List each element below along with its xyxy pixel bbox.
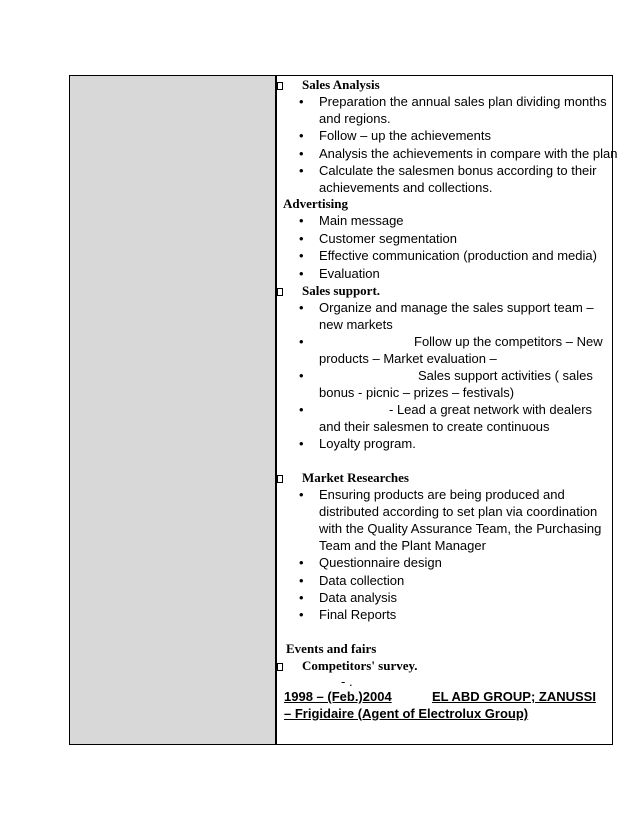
list-item: Data analysis [319,590,398,605]
list-item-cont: and regions. [319,111,391,126]
list-item: Ensuring products are being produced and [319,487,565,502]
list-item: Analysis the achievements in compare with the plan [319,146,618,161]
section-title-sales-support: Sales support. [302,283,381,298]
list-item: Preparation the annual sales plan dividing months [319,94,607,109]
list-item: Follow up the competitors – New [414,334,603,349]
list-item: Evaluation [319,266,380,281]
list-item: Sales support activities ( sales [418,368,593,383]
bullet-icon: • [299,94,304,109]
checkbox-bullet-icon [277,475,283,483]
bullet-icon: • [299,213,304,228]
left-column [70,76,277,744]
stray-text: - . [341,674,353,689]
right-column [277,76,618,744]
bullet-icon: • [299,128,304,143]
list-item-cont: distributed according to set plan via coordination [319,504,598,519]
list-item: Loyalty program. [319,436,416,451]
list-item-cont: achievements and collections. [319,180,493,195]
section-title-sales-analysis: Sales Analysis [302,77,380,92]
list-item-cont: bonus - picnic – prizes – festivals) [319,385,515,400]
list-item-cont: and their salesmen to create continuous [319,419,550,434]
bullet-icon: • [299,436,304,451]
list-item: Follow – up the achievements [319,128,491,143]
job-company-line2: – Frigidaire (Agent of Electrolux Group) [284,706,529,721]
section-title-competitors: Competitors' survey. [302,658,418,673]
list-item: Organize and manage the sales support team – [319,300,594,315]
section-title-events: Events and fairs [286,641,377,656]
bullet-icon: • [299,266,304,281]
bullet-icon: • [299,487,304,502]
checkbox-bullet-icon [277,82,283,90]
bullet-icon: • [299,146,304,161]
bullet-icon: • [299,163,304,178]
list-item-cont: Team and the Plant Manager [319,538,486,553]
bullet-icon: • [299,402,304,417]
checkbox-bullet-icon [277,663,283,671]
bullet-icon: • [299,231,304,246]
list-item: Main message [319,213,404,228]
list-item-cont: with the Quality Assurance Team, the Purchasing [319,521,602,536]
list-item-cont: new markets [319,317,393,332]
list-item: Customer segmentation [319,231,458,246]
bullet-icon: • [299,248,304,263]
bullet-icon: • [299,607,304,622]
list-item: Data collection [319,573,405,588]
list-item: Final Reports [319,607,397,622]
list-item: Effective communication (production and media) [319,248,597,263]
bullet-icon: • [299,555,304,570]
list-item: Calculate the salesmen bonus according to their [319,163,597,178]
bullet-icon: • [299,334,304,349]
list-item: Questionnaire design [319,555,442,570]
list-item: - Lead a great network with dealers [389,402,593,417]
bullet-icon: • [299,590,304,605]
bullet-icon: • [299,300,304,315]
list-item-cont: products – Market evaluation – [319,351,497,366]
section-title-market-researches: Market Researches [302,470,409,485]
bullet-icon: • [299,368,304,383]
job-date: 1998 – (Feb.)2004 [284,689,392,704]
section-title-advertising: Advertising [283,196,348,211]
resume-table [69,75,618,745]
bullet-icon: • [299,573,304,588]
checkbox-bullet-icon [277,288,283,296]
job-company: EL ABD GROUP; ZANUSSI [432,689,596,704]
